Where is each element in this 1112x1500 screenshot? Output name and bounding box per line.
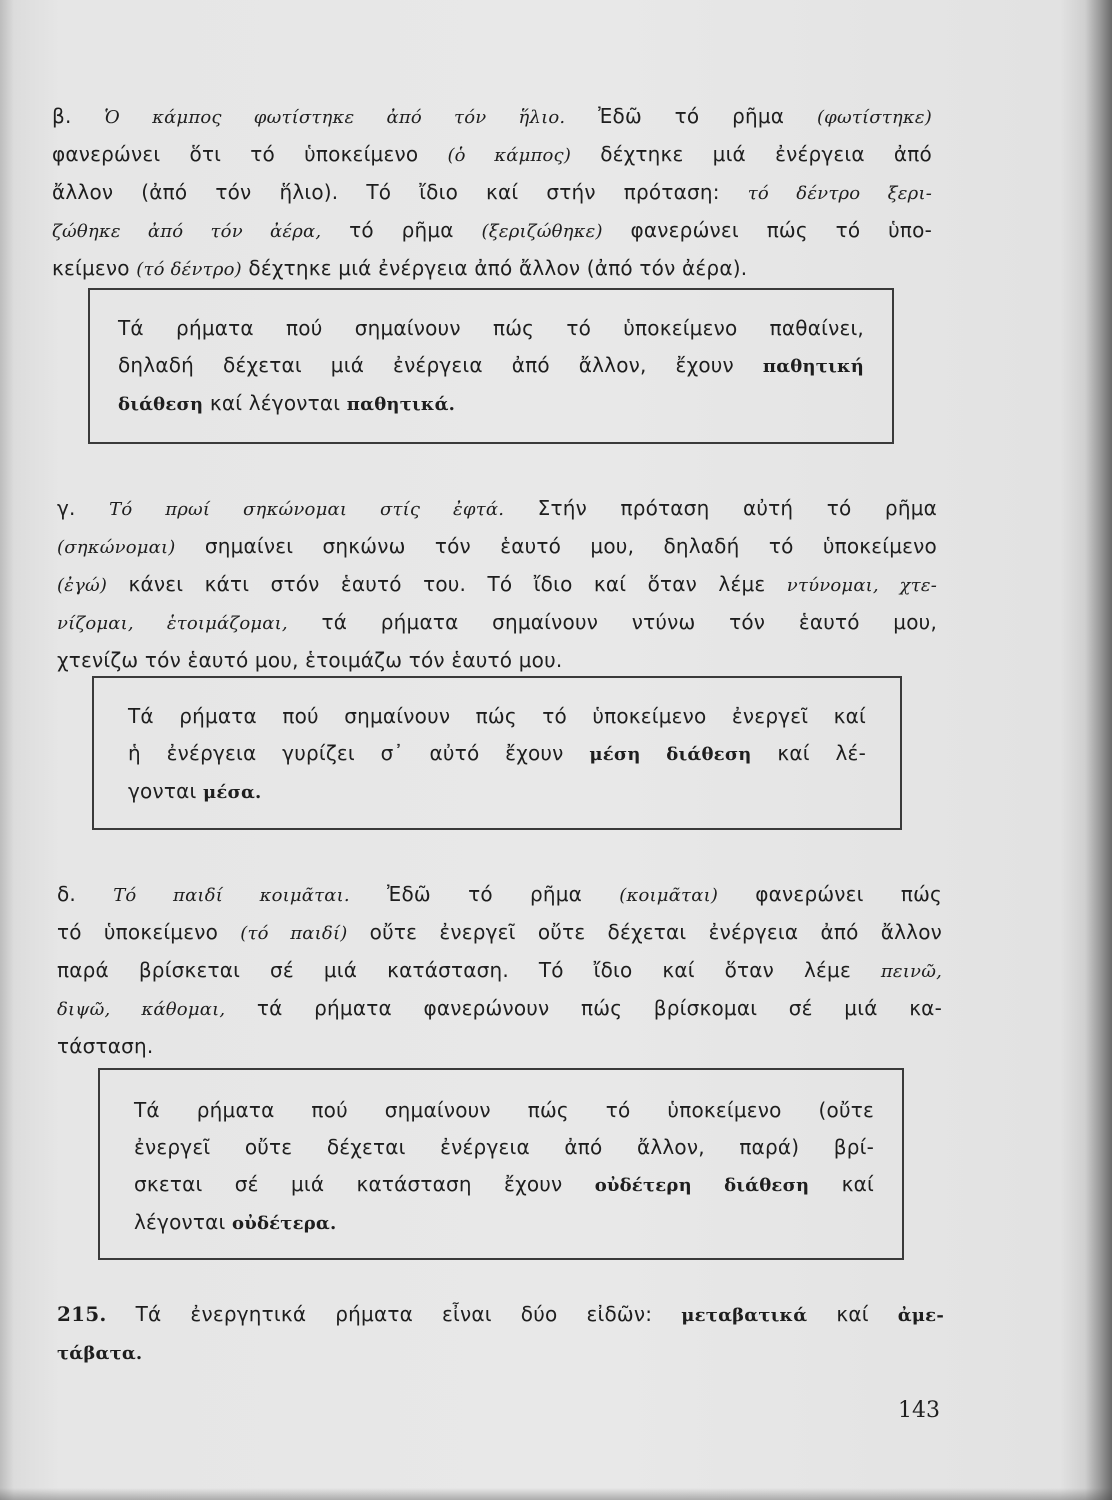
- text-run: καί: [807, 1302, 898, 1326]
- bold-term: οὐδέτερα.: [232, 1213, 337, 1234]
- text-run: καί λέγονται: [203, 391, 347, 415]
- bold-term: παθητική: [762, 356, 864, 377]
- text-line: [134, 1092, 874, 1129]
- text-run: ἡ ἐνέργεια γυρίζει σ᾿ αὐτό ἔχουν: [128, 741, 590, 765]
- paragraph-delta: [57, 876, 942, 1065]
- text-line: [57, 1334, 944, 1372]
- italic-example: (σηκώνομαι): [57, 537, 176, 558]
- italic-example: Ὁ κάμπος φωτίστηκε ἀπό τόν ἥλιο.: [104, 107, 566, 128]
- text-line: [118, 347, 864, 385]
- italic-example: (ἐγώ): [57, 575, 108, 596]
- rule-text-middle: [128, 698, 866, 811]
- text-line: [134, 1129, 874, 1166]
- text-line: [118, 310, 864, 347]
- text-line: [134, 1166, 874, 1204]
- italic-example: πεινῶ,: [880, 961, 942, 982]
- text-run: τά ρήματα σημαίνουν ντύνω τόν ἑαυτό μου,: [287, 610, 937, 634]
- text-run: σημαίνει σηκώνω τόν ἑαυτό μου, δηλαδή τό ὑποκείμενο: [175, 534, 937, 558]
- bold-term: διάθεση: [118, 394, 204, 415]
- bold-term: μέση διάθεση: [589, 744, 752, 765]
- text-line: [57, 1296, 944, 1334]
- text-run: καί λέ-: [751, 741, 866, 765]
- text-run: ἐνεργεῖ οὔτε δέχεται ἐνέργεια ἀπό ἄλλον, παρά) βρί-: [134, 1135, 874, 1159]
- text-run: δηλαδή δέχεται μιά ἐνέργεια ἀπό ἄλλον, ἔχουν: [118, 353, 763, 377]
- paragraph-beta: [52, 98, 932, 288]
- text-run: Στήν πρόταση αὐτή τό ρῆμα: [504, 496, 938, 520]
- text-run: ἄλλον (ἀπό τόν ἥλιο). Τό ἴδιο καί στήν πρόταση:: [52, 180, 748, 204]
- bold-term: οὐδέτερη διάθεση: [594, 1175, 810, 1196]
- rule-box-middle: [92, 676, 902, 830]
- text-run: τό ὑποκείμενο: [57, 920, 241, 944]
- text-run: Τά ρήματα πού σημαίνουν πώς τό ὑποκείμενο παθαίνει,: [118, 316, 864, 340]
- text-line: [57, 1028, 942, 1065]
- text-run: οὔτε ἐνεργεῖ οὔτε δέχεται ἐνέργεια ἀπό ἄλλον: [347, 920, 943, 944]
- italic-example: (κοιμᾶται): [619, 885, 719, 906]
- text-run: χτενίζω τόν ἑαυτό μου, ἑτοιμάζω τόν ἑαυτό μου.: [57, 648, 563, 672]
- italic-example: ντύνομαι, χτε-: [786, 575, 938, 596]
- text-run: δ.: [57, 882, 114, 906]
- text-line: [52, 98, 932, 136]
- italic-example: (ξεριζώθηκε): [481, 221, 603, 242]
- text-line: [128, 773, 866, 811]
- rule-box-neuter: [98, 1068, 904, 1260]
- italic-example: τό δέντρο ξερι-: [747, 183, 932, 204]
- text-line: [57, 566, 937, 604]
- text-run: γονται: [128, 779, 203, 803]
- page-bottom-edge: [0, 1488, 1112, 1500]
- section-number: 215.: [57, 1302, 107, 1326]
- text-run: δέχτηκε μιά ἐνέργεια ἀπό: [571, 142, 932, 166]
- text-run: κάνει κάτι στόν ἑαυτό του. Τό ἴδιο καί ὅταν λέμε: [107, 572, 787, 596]
- italic-example: (τό παιδί): [240, 923, 348, 944]
- italic-example: (φωτίστηκε): [816, 107, 932, 128]
- text-line: [128, 698, 866, 735]
- text-line: [128, 735, 866, 773]
- text-line: [52, 136, 932, 174]
- text-run: λέγονται: [134, 1210, 233, 1234]
- text-run: κείμενο: [52, 256, 137, 280]
- text-line: [57, 642, 937, 679]
- text-line: [57, 490, 937, 528]
- paragraph-gamma: [57, 490, 937, 679]
- italic-example: νίζομαι, ἑτοιμάζομαι,: [57, 613, 288, 634]
- section-215: [57, 1296, 944, 1372]
- italic-example: (τό δέντρο): [136, 259, 242, 280]
- text-run: φανερώνει ὅτι τό ὑποκείμενο: [52, 142, 448, 166]
- text-run: β.: [52, 104, 105, 128]
- text-run: τό ρῆμα: [321, 218, 482, 242]
- text-line: [52, 250, 932, 288]
- text-run: γ.: [57, 496, 110, 520]
- bold-term: μέσα.: [203, 782, 262, 803]
- text-line: [57, 604, 937, 642]
- text-run: Ἐδῶ τό ρῆμα: [349, 882, 620, 906]
- italic-example: Τό παιδί κοιμᾶται.: [113, 885, 350, 906]
- text-run: παρά βρίσκεται σέ μιά κατάσταση. Τό ἴδιο καί ὅταν λέμε: [57, 958, 881, 982]
- bold-term: μεταβατικά: [681, 1305, 808, 1326]
- text-line: [57, 876, 942, 914]
- text-run: Τά ρήματα πού σημαίνουν πώς τό ὑποκείμενο (οὔτε: [134, 1098, 874, 1122]
- text-line: [57, 952, 942, 990]
- italic-example: (ὁ κάμπος): [447, 145, 572, 166]
- italic-example: ζώθηκε ἀπό τόν ἀέρα,: [52, 221, 322, 242]
- italic-example: Τό πρωί σηκώνομαι στίς ἐφτά.: [109, 499, 505, 520]
- text-line: [134, 1204, 874, 1242]
- text-run: φανερώνει πώς τό ὑπο-: [602, 218, 932, 242]
- rule-box-passive: [88, 288, 894, 444]
- text-line: [57, 528, 937, 566]
- text-run: σκεται σέ μιά κατάσταση ἔχουν: [134, 1172, 595, 1196]
- text-line: [52, 174, 932, 212]
- text-line: [52, 212, 932, 250]
- bold-term: παθητικά.: [346, 394, 456, 415]
- text-run: Ἐδῶ τό ρῆμα: [565, 104, 817, 128]
- rule-text-passive: [118, 310, 864, 423]
- page-number: 143: [898, 1398, 940, 1423]
- text-run: φανερώνει πώς: [718, 882, 942, 906]
- text-line: [57, 990, 942, 1028]
- text-run: Τά ἐνεργητικά ρήματα εἶναι δύο εἰδῶν:: [106, 1302, 682, 1326]
- text-line: [57, 914, 942, 952]
- bold-term: ἀμε-: [897, 1305, 944, 1326]
- text-run: τά ρήματα φανερώνουν πώς βρίσκομαι σέ μιά κα-: [225, 996, 942, 1020]
- text-run: Τά ρήματα πού σημαίνουν πώς τό ὑποκείμενο ἐνεργεῖ καί: [128, 704, 866, 728]
- bold-term: τάβατα.: [57, 1343, 143, 1364]
- text-run: καί: [809, 1172, 874, 1196]
- text-line: [118, 385, 864, 423]
- text-run: δέχτηκε μιά ἐνέργεια ἀπό ἄλλον (ἀπό τόν ἀέρα).: [241, 256, 748, 280]
- text-run: τάσταση.: [57, 1034, 154, 1058]
- italic-example: διψῶ, κάθομαι,: [57, 999, 226, 1020]
- rule-text-neuter: [134, 1092, 874, 1242]
